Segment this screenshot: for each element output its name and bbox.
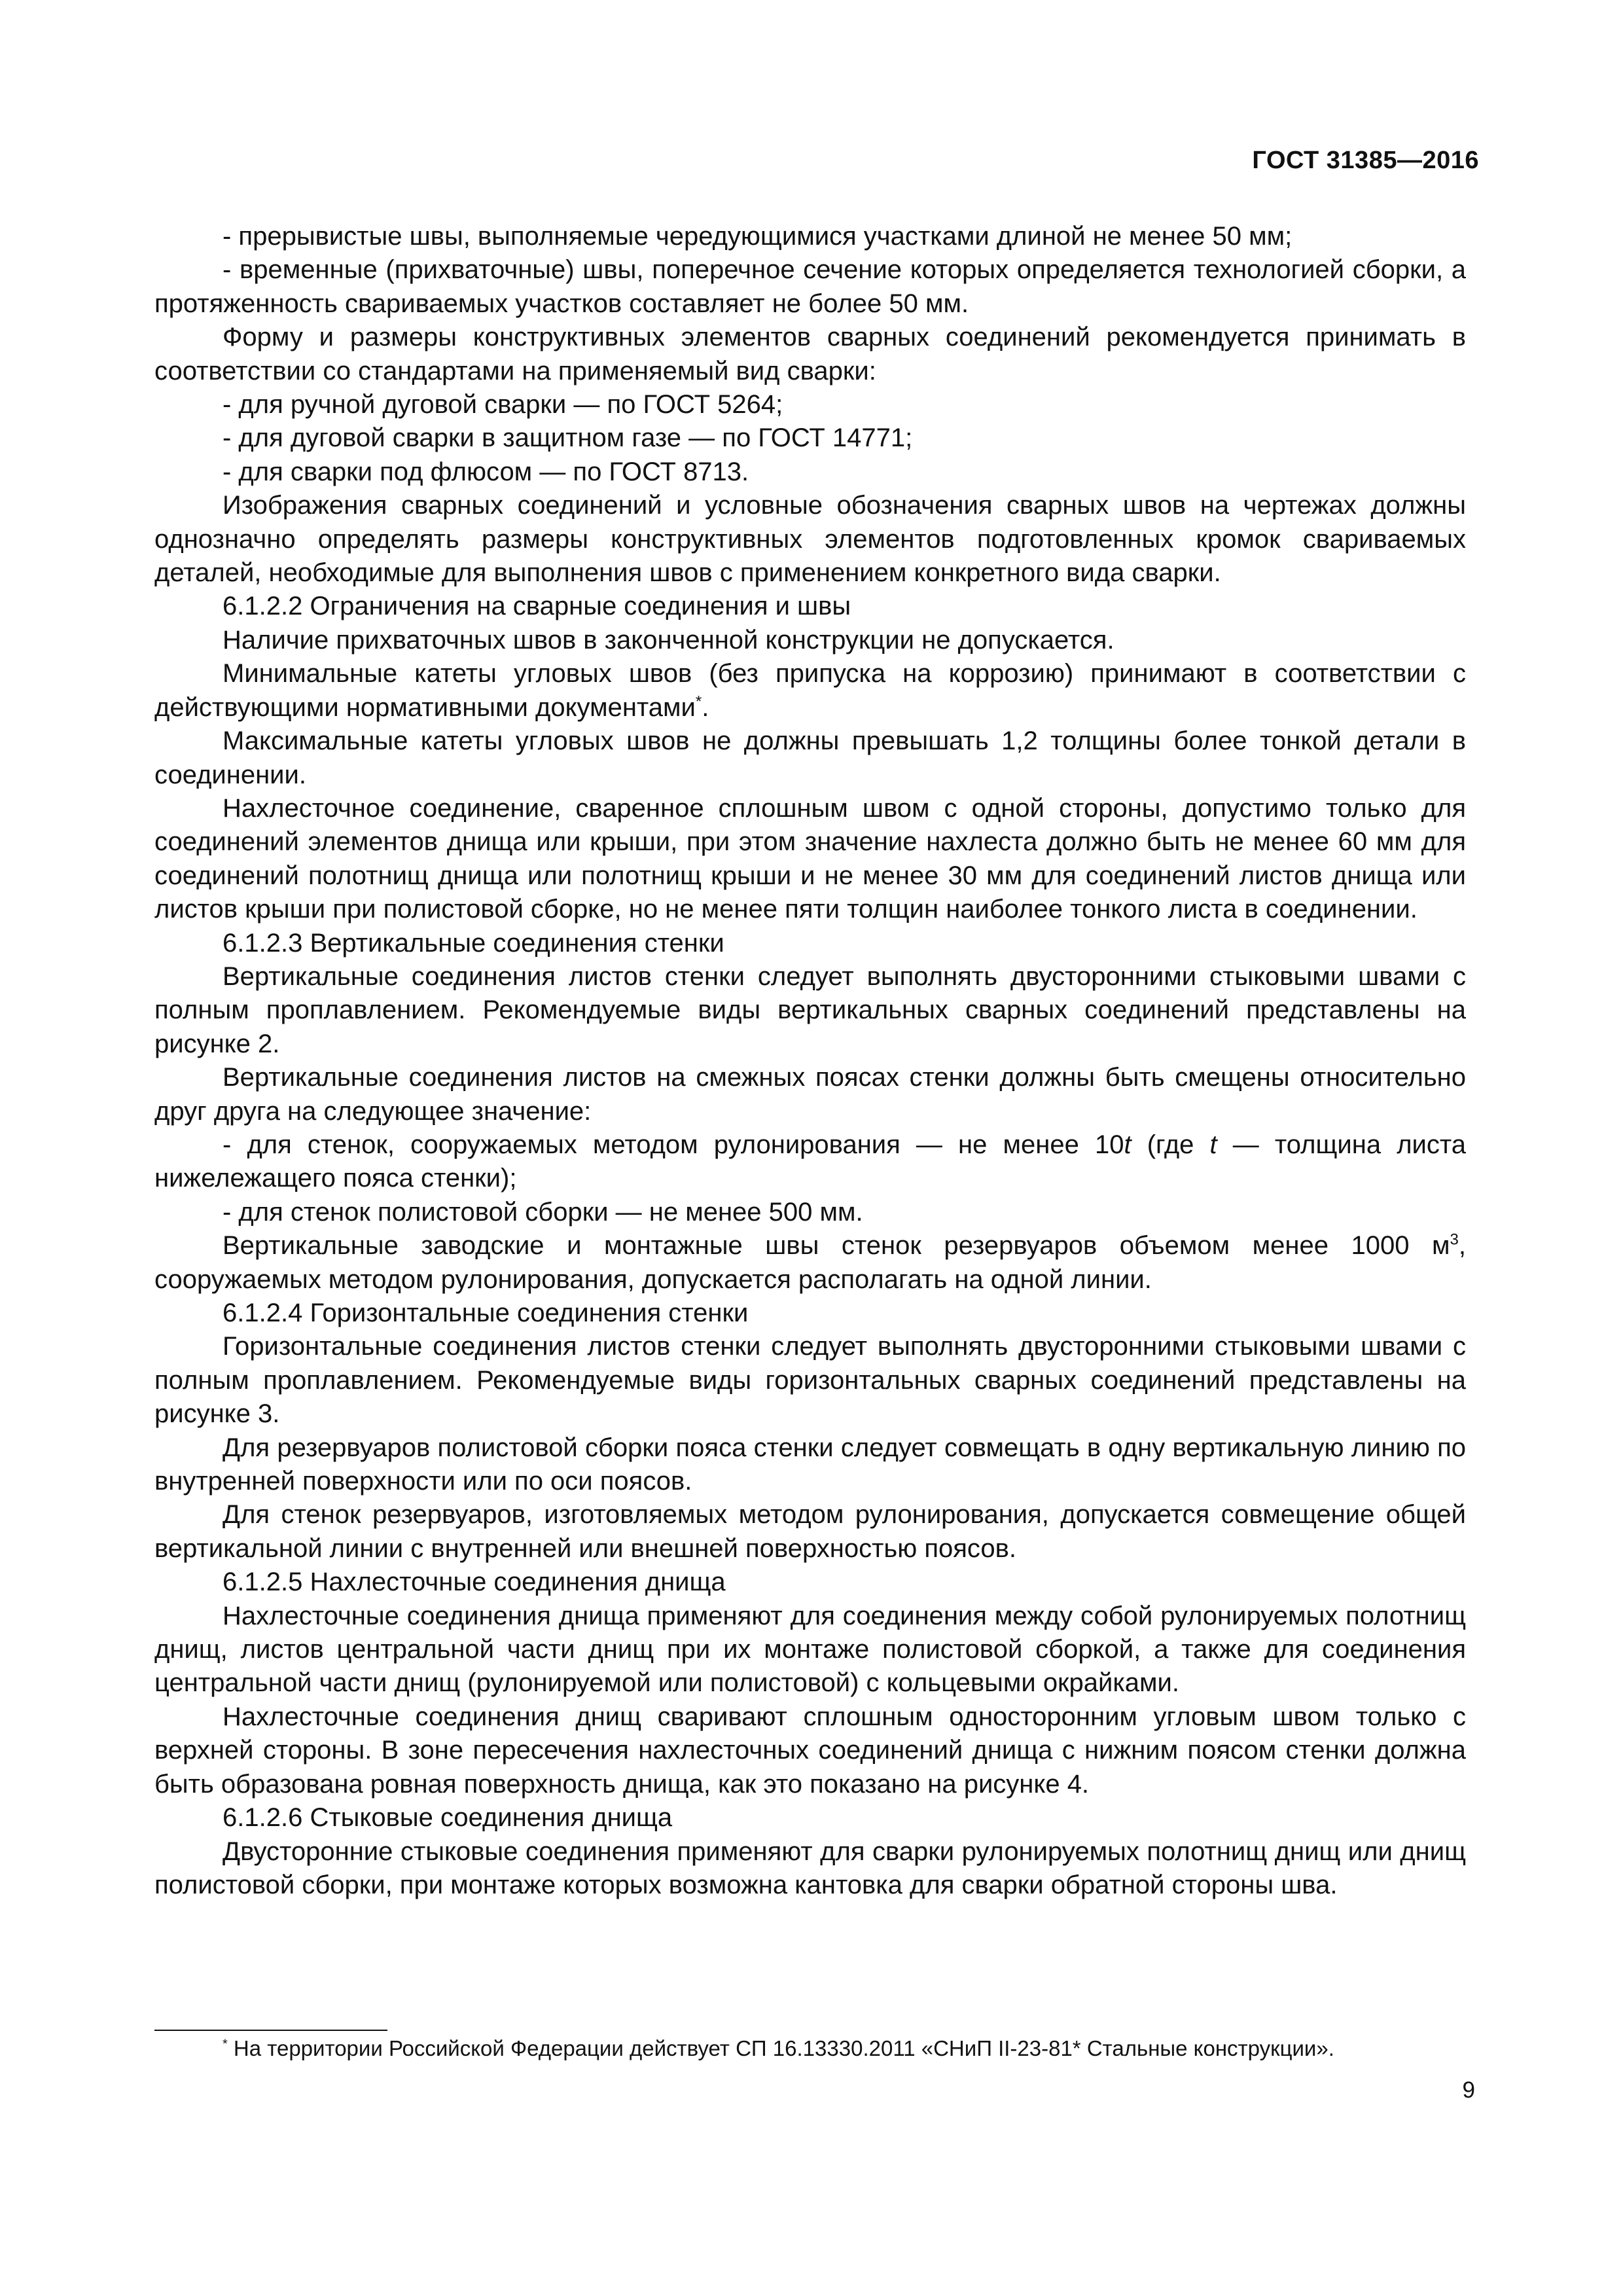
footnote-text: На территории Российской Федерации действует СП 16.13330.2011 «СНиП II-23-81* Стальные конструкции». xyxy=(227,2036,1334,2060)
footnote xyxy=(223,2034,1466,2063)
paragraph: - прерывистые швы, выполняемые чередующимися участками длиной не менее 50 мм; xyxy=(223,222,1293,251)
paragraph: Изображения сварных соединений и условные обозначения сварных швов на чертежах должны однозначно определять размеры конструктивных элементов подготовленных кромок свариваемых деталей, необходимые для выполнения швов с применением конкретного вида сварки. xyxy=(154,491,1466,588)
section-heading: 6.1.2.3 Вертикальные соединения стенки xyxy=(223,928,724,958)
paragraph: Нахлесточное соединение, сваренное сплошным швом с одной стороны, допустимо только для соединений элементов днища или крыши, при этом значение нахлеста должно быть не менее 60 мм для соединений полотнищ днища или полотнищ крыши и не менее 30 мм для соединений листов днища или листов крыши при полистовой сборке, но не менее пяти толщин наиболее тонкого листа в соединении. xyxy=(154,793,1466,924)
footnote-reference: * xyxy=(695,692,702,711)
paragraph-text: Минимальные катеты угловых швов (без припуска на коррозию) принимают в соответствии с действующими нормативными документами xyxy=(154,659,1466,722)
paragraph: Для резервуаров полистовой сборки пояса стенки следует совмещать в одну вертикальную линию по внутренней поверхности или по оси поясов. xyxy=(154,1433,1466,1496)
paragraph-text: Вертикальные заводские и монтажные швы стенок резервуаров объемом менее 1000 м xyxy=(223,1231,1450,1261)
paragraph-text: — толщина листа нижележащего пояса стенки); xyxy=(154,1130,1466,1193)
variable-t: t xyxy=(1209,1130,1217,1159)
list-item: - для сварки под флюсом — по ГОСТ 8713. xyxy=(223,457,749,486)
paragraph: Горизонтальные соединения листов стенки следует выполнять двусторонними стыковыми швами с полным проплавлением. Рекомендуемые виды горизонтальных сварных соединений представлены на рисунке 3. xyxy=(154,1332,1466,1429)
paragraph-text: , сооружаемых методом рулонирования, допускается располагать на одной линии. xyxy=(154,1231,1466,1294)
superscript: 3 xyxy=(1450,1230,1459,1249)
section-heading: 6.1.2.5 Нахлесточные соединения днища xyxy=(223,1568,726,1597)
document-header-id: ГОСТ 31385—2016 xyxy=(1252,147,1479,174)
paragraph-text: (где xyxy=(1131,1130,1210,1159)
paragraph: Нахлесточные соединения днищ сваривают сплошным односторонним угловым швом только с верхней стороны. В зоне пересечения нахлесточных соединений днища с нижним поясом стенки должна быть образована ровная поверхность днища, как это показано на рисунке 4. xyxy=(154,1702,1466,1799)
page-number: 9 xyxy=(1462,2077,1475,2103)
main-text xyxy=(154,220,1466,1902)
paragraph xyxy=(154,657,1466,725)
list-item xyxy=(154,1128,1466,1196)
section-heading: 6.1.2.4 Горизонтальные соединения стенки xyxy=(223,1299,749,1327)
list-item: - для стенок полистовой сборки — не менее 500 мм. xyxy=(223,1197,863,1227)
paragraph xyxy=(154,1229,1466,1297)
paragraph: Форму и размеры конструктивных элементов сварных соединений рекомендуется принимать в соответствии со стандартами на применяемый вид сварки: xyxy=(154,323,1466,386)
paragraph: Для стенок резервуаров, изготовляемых методом рулонирования, допускается совмещение общей вертикальной линии с внутренней или внешней поверхностью поясов. xyxy=(154,1500,1466,1563)
paragraph: Вертикальные соединения листов стенки следует выполнять двусторонними стыковыми швами с полным проплавлением. Рекомендуемые виды вертикальных сварных соединений представлены на рисунке 2. xyxy=(154,961,1466,1058)
paragraph: - временные (прихваточные) швы, поперечное сечение которых определяется технологией сборки, а протяженность свариваемых участков составляет не более 50 мм. xyxy=(154,255,1466,318)
section-heading: 6.1.2.2 Ограничения на сварные соединения и швы xyxy=(223,592,851,621)
paragraph-text: . xyxy=(702,692,709,722)
variable-t: t xyxy=(1124,1130,1132,1159)
paragraph-text: - для стенок, сооружаемых методом рулонирования — не менее 10 xyxy=(223,1130,1124,1159)
paragraph: Наличие прихваточных швов в законченной конструкции не допускается. xyxy=(223,625,1115,655)
footnote-mark: * xyxy=(223,2037,228,2051)
paragraph: Максимальные катеты угловых швов не должны превышать 1,2 толщины более тонкой детали в соединении. xyxy=(154,726,1466,789)
section-heading: 6.1.2.6 Стыковые соединения днища xyxy=(223,1803,673,1833)
paragraph: Вертикальные соединения листов на смежных поясах стенки должны быть смещены относительно друг друга на следующее значение: xyxy=(154,1063,1466,1126)
list-item: - для дуговой сварки в защитном газе — по ГОСТ 14771; xyxy=(223,423,913,453)
paragraph: Нахлесточные соединения днища применяют для соединения между собой рулонируемых полотнищ днищ, листов центральной части днищ при их монтаже полистовой сборкой, а также для соединения центральной части днищ (рулонируемой или полистовой) с кольцевыми окрайками. xyxy=(154,1601,1466,1698)
footnote-separator xyxy=(154,2030,387,2031)
paragraph: Двусторонние стыковые соединения применяют для сварки рулонируемых полотнищ днищ или днищ полистовой сборки, при монтаже которых возможна кантовка для сварки обратной стороны шва. xyxy=(154,1837,1466,1899)
list-item: - для ручной дуговой сварки — по ГОСТ 5264; xyxy=(223,390,783,420)
